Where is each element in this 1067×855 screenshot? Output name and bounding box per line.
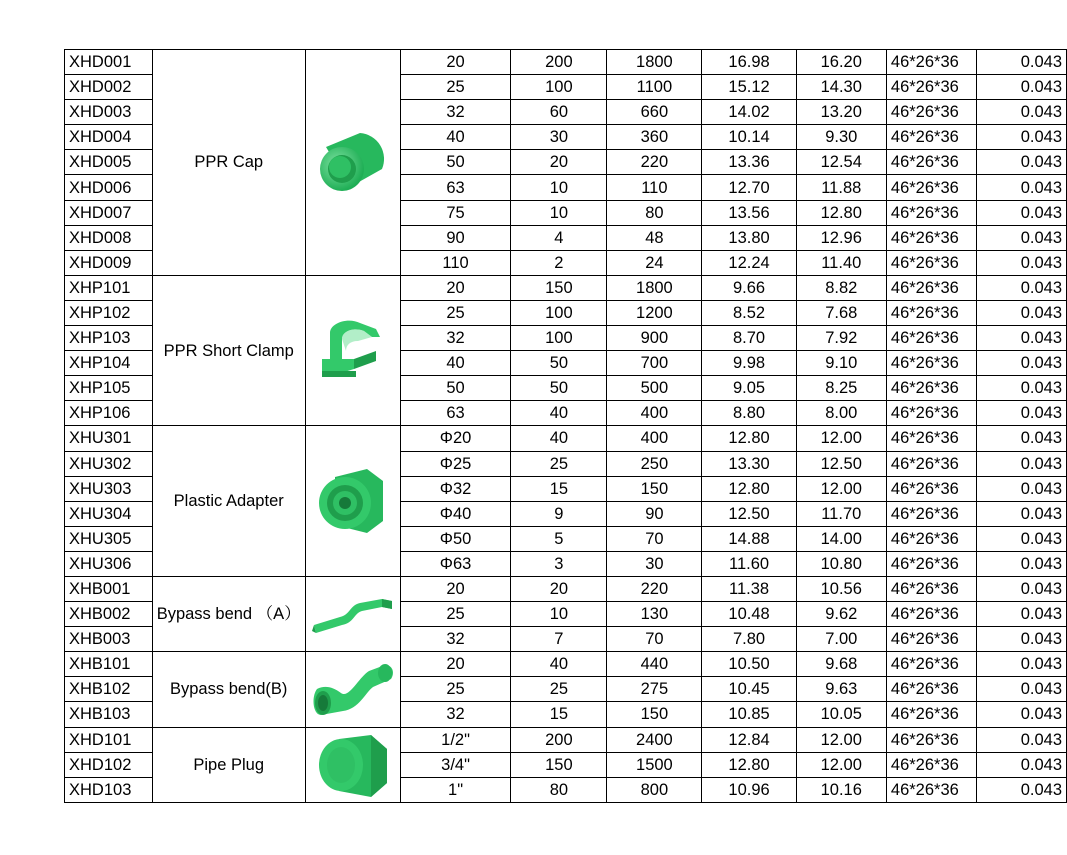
code-cell: XHB103 bbox=[65, 702, 153, 727]
volume-cell: 0.043 bbox=[976, 300, 1066, 325]
qty-per-bag-cell: 10 bbox=[511, 200, 607, 225]
size-cell: 40 bbox=[400, 351, 511, 376]
qty-per-carton-cell: 500 bbox=[607, 376, 702, 401]
volume-cell: 0.043 bbox=[976, 602, 1066, 627]
volume-cell: 0.043 bbox=[976, 50, 1066, 75]
size-cell: Φ40 bbox=[400, 501, 511, 526]
code-cell: XHU306 bbox=[65, 551, 153, 576]
price-2-cell: 12.00 bbox=[796, 426, 886, 451]
price-1-cell: 12.80 bbox=[702, 426, 796, 451]
product-name-cell: PPR Cap bbox=[152, 50, 305, 276]
qty-per-carton-cell: 220 bbox=[607, 150, 702, 175]
carton-size-cell: 46*26*36 bbox=[886, 602, 976, 627]
code-cell: XHD101 bbox=[65, 727, 153, 752]
price-2-cell: 8.82 bbox=[796, 275, 886, 300]
price-1-cell: 9.05 bbox=[702, 376, 796, 401]
volume-cell: 0.043 bbox=[976, 627, 1066, 652]
carton-size-cell: 46*26*36 bbox=[886, 727, 976, 752]
price-1-cell: 12.80 bbox=[702, 476, 796, 501]
carton-size-cell: 46*26*36 bbox=[886, 551, 976, 576]
price-1-cell: 10.50 bbox=[702, 652, 796, 677]
price-1-cell: 7.80 bbox=[702, 627, 796, 652]
carton-size-cell: 46*26*36 bbox=[886, 526, 976, 551]
volume-cell: 0.043 bbox=[976, 401, 1066, 426]
code-cell: XHP105 bbox=[65, 376, 153, 401]
price-2-cell: 14.30 bbox=[796, 75, 886, 100]
price-2-cell: 12.96 bbox=[796, 225, 886, 250]
qty-per-bag-cell: 10 bbox=[511, 175, 607, 200]
carton-size-cell: 46*26*36 bbox=[886, 451, 976, 476]
code-cell: XHD007 bbox=[65, 200, 153, 225]
volume-cell: 0.043 bbox=[976, 451, 1066, 476]
carton-size-cell: 46*26*36 bbox=[886, 702, 976, 727]
size-cell: 50 bbox=[400, 376, 511, 401]
volume-cell: 0.043 bbox=[976, 476, 1066, 501]
qty-per-bag-cell: 40 bbox=[511, 652, 607, 677]
price-2-cell: 14.00 bbox=[796, 526, 886, 551]
qty-per-carton-cell: 250 bbox=[607, 451, 702, 476]
code-cell: XHB003 bbox=[65, 627, 153, 652]
table-row bbox=[65, 50, 1067, 75]
product-name-cell: PPR Short Clamp bbox=[152, 275, 305, 426]
carton-size-cell: 46*26*36 bbox=[886, 652, 976, 677]
carton-size-cell: 46*26*36 bbox=[886, 250, 976, 275]
qty-per-bag-cell: 150 bbox=[511, 275, 607, 300]
size-cell: 40 bbox=[400, 125, 511, 150]
price-2-cell: 10.05 bbox=[796, 702, 886, 727]
volume-cell: 0.043 bbox=[976, 652, 1066, 677]
qty-per-bag-cell: 2 bbox=[511, 250, 607, 275]
price-2-cell: 9.10 bbox=[796, 351, 886, 376]
size-cell: Φ25 bbox=[400, 451, 511, 476]
qty-per-bag-cell: 60 bbox=[511, 100, 607, 125]
code-cell: XHU301 bbox=[65, 426, 153, 451]
qty-per-bag-cell: 100 bbox=[511, 300, 607, 325]
price-2-cell: 12.00 bbox=[796, 476, 886, 501]
qty-per-carton-cell: 1200 bbox=[607, 300, 702, 325]
qty-per-carton-cell: 1800 bbox=[607, 50, 702, 75]
size-cell: 50 bbox=[400, 150, 511, 175]
size-cell: 90 bbox=[400, 225, 511, 250]
qty-per-carton-cell: 1100 bbox=[607, 75, 702, 100]
volume-cell: 0.043 bbox=[976, 501, 1066, 526]
size-cell: 20 bbox=[400, 50, 511, 75]
carton-size-cell: 46*26*36 bbox=[886, 476, 976, 501]
price-2-cell: 13.20 bbox=[796, 100, 886, 125]
qty-per-carton-cell: 660 bbox=[607, 100, 702, 125]
price-1-cell: 9.98 bbox=[702, 351, 796, 376]
product-spec-table bbox=[64, 49, 1067, 803]
qty-per-carton-cell: 48 bbox=[607, 225, 702, 250]
size-cell: 20 bbox=[400, 275, 511, 300]
size-cell: 20 bbox=[400, 652, 511, 677]
carton-size-cell: 46*26*36 bbox=[886, 275, 976, 300]
carton-size-cell: 46*26*36 bbox=[886, 376, 976, 401]
volume-cell: 0.043 bbox=[976, 526, 1066, 551]
size-cell: 32 bbox=[400, 326, 511, 351]
table-row bbox=[65, 275, 1067, 300]
product-image-cell bbox=[305, 50, 400, 276]
size-cell: 63 bbox=[400, 175, 511, 200]
carton-size-cell: 46*26*36 bbox=[886, 326, 976, 351]
product-image-cell bbox=[305, 652, 400, 727]
volume-cell: 0.043 bbox=[976, 576, 1066, 601]
code-cell: XHD004 bbox=[65, 125, 153, 150]
price-2-cell: 9.68 bbox=[796, 652, 886, 677]
volume-cell: 0.043 bbox=[976, 125, 1066, 150]
size-cell: 25 bbox=[400, 300, 511, 325]
price-1-cell: 16.98 bbox=[702, 50, 796, 75]
price-1-cell: 8.52 bbox=[702, 300, 796, 325]
carton-size-cell: 46*26*36 bbox=[886, 300, 976, 325]
price-1-cell: 10.14 bbox=[702, 125, 796, 150]
qty-per-bag-cell: 15 bbox=[511, 476, 607, 501]
qty-per-bag-cell: 150 bbox=[511, 752, 607, 777]
price-1-cell: 9.66 bbox=[702, 275, 796, 300]
code-cell: XHP104 bbox=[65, 351, 153, 376]
price-1-cell: 10.85 bbox=[702, 702, 796, 727]
carton-size-cell: 46*26*36 bbox=[886, 175, 976, 200]
carton-size-cell: 46*26*36 bbox=[886, 100, 976, 125]
qty-per-carton-cell: 70 bbox=[607, 627, 702, 652]
volume-cell: 0.043 bbox=[976, 677, 1066, 702]
price-1-cell: 13.36 bbox=[702, 150, 796, 175]
volume-cell: 0.043 bbox=[976, 727, 1066, 752]
price-2-cell: 7.00 bbox=[796, 627, 886, 652]
price-1-cell: 10.96 bbox=[702, 777, 796, 802]
price-2-cell: 9.62 bbox=[796, 602, 886, 627]
price-1-cell: 13.30 bbox=[702, 451, 796, 476]
qty-per-bag-cell: 4 bbox=[511, 225, 607, 250]
qty-per-bag-cell: 40 bbox=[511, 401, 607, 426]
code-cell: XHB001 bbox=[65, 576, 153, 601]
qty-per-carton-cell: 800 bbox=[607, 777, 702, 802]
price-1-cell: 10.45 bbox=[702, 677, 796, 702]
size-cell: 32 bbox=[400, 702, 511, 727]
size-cell: Φ63 bbox=[400, 551, 511, 576]
code-cell: XHD102 bbox=[65, 752, 153, 777]
qty-per-carton-cell: 150 bbox=[607, 476, 702, 501]
qty-per-bag-cell: 50 bbox=[511, 376, 607, 401]
price-2-cell: 9.63 bbox=[796, 677, 886, 702]
price-1-cell: 14.02 bbox=[702, 100, 796, 125]
carton-size-cell: 46*26*36 bbox=[886, 150, 976, 175]
carton-size-cell: 46*26*36 bbox=[886, 501, 976, 526]
size-cell: 1/2" bbox=[400, 727, 511, 752]
carton-size-cell: 46*26*36 bbox=[886, 75, 976, 100]
qty-per-carton-cell: 440 bbox=[607, 652, 702, 677]
qty-per-carton-cell: 1800 bbox=[607, 275, 702, 300]
qty-per-bag-cell: 25 bbox=[511, 451, 607, 476]
price-2-cell: 12.00 bbox=[796, 752, 886, 777]
code-cell: XHD103 bbox=[65, 777, 153, 802]
product-image-cell bbox=[305, 275, 400, 426]
code-cell: XHU302 bbox=[65, 451, 153, 476]
qty-per-bag-cell: 20 bbox=[511, 576, 607, 601]
size-cell: 63 bbox=[400, 401, 511, 426]
table-row bbox=[65, 576, 1067, 601]
qty-per-bag-cell: 3 bbox=[511, 551, 607, 576]
size-cell: 32 bbox=[400, 100, 511, 125]
price-2-cell: 7.92 bbox=[796, 326, 886, 351]
price-1-cell: 8.70 bbox=[702, 326, 796, 351]
price-1-cell: 11.60 bbox=[702, 551, 796, 576]
size-cell: 1" bbox=[400, 777, 511, 802]
size-cell: 25 bbox=[400, 677, 511, 702]
price-1-cell: 12.70 bbox=[702, 175, 796, 200]
price-1-cell: 11.38 bbox=[702, 576, 796, 601]
qty-per-bag-cell: 40 bbox=[511, 426, 607, 451]
qty-per-carton-cell: 1500 bbox=[607, 752, 702, 777]
code-cell: XHB101 bbox=[65, 652, 153, 677]
qty-per-carton-cell: 90 bbox=[607, 501, 702, 526]
code-cell: XHD001 bbox=[65, 50, 153, 75]
size-cell: 20 bbox=[400, 576, 511, 601]
carton-size-cell: 46*26*36 bbox=[886, 777, 976, 802]
qty-per-carton-cell: 24 bbox=[607, 250, 702, 275]
code-cell: XHD005 bbox=[65, 150, 153, 175]
price-2-cell: 12.80 bbox=[796, 200, 886, 225]
volume-cell: 0.043 bbox=[976, 351, 1066, 376]
volume-cell: 0.043 bbox=[976, 777, 1066, 802]
price-1-cell: 13.56 bbox=[702, 200, 796, 225]
price-1-cell: 8.80 bbox=[702, 401, 796, 426]
qty-per-bag-cell: 80 bbox=[511, 777, 607, 802]
qty-per-bag-cell: 30 bbox=[511, 125, 607, 150]
qty-per-bag-cell: 7 bbox=[511, 627, 607, 652]
volume-cell: 0.043 bbox=[976, 275, 1066, 300]
table-row bbox=[65, 426, 1067, 451]
code-cell: XHP101 bbox=[65, 275, 153, 300]
price-1-cell: 12.84 bbox=[702, 727, 796, 752]
price-1-cell: 10.48 bbox=[702, 602, 796, 627]
qty-per-bag-cell: 100 bbox=[511, 326, 607, 351]
volume-cell: 0.043 bbox=[976, 376, 1066, 401]
code-cell: XHU305 bbox=[65, 526, 153, 551]
price-2-cell: 11.70 bbox=[796, 501, 886, 526]
volume-cell: 0.043 bbox=[976, 250, 1066, 275]
qty-per-carton-cell: 70 bbox=[607, 526, 702, 551]
volume-cell: 0.043 bbox=[976, 551, 1066, 576]
carton-size-cell: 46*26*36 bbox=[886, 576, 976, 601]
price-2-cell: 8.25 bbox=[796, 376, 886, 401]
carton-size-cell: 46*26*36 bbox=[886, 401, 976, 426]
size-cell: Φ32 bbox=[400, 476, 511, 501]
price-2-cell: 11.88 bbox=[796, 175, 886, 200]
code-cell: XHD002 bbox=[65, 75, 153, 100]
carton-size-cell: 46*26*36 bbox=[886, 351, 976, 376]
price-1-cell: 13.80 bbox=[702, 225, 796, 250]
product-name-cell: Bypass bend(B) bbox=[152, 652, 305, 727]
volume-cell: 0.043 bbox=[976, 75, 1066, 100]
carton-size-cell: 46*26*36 bbox=[886, 125, 976, 150]
qty-per-bag-cell: 25 bbox=[511, 677, 607, 702]
size-cell: Φ20 bbox=[400, 426, 511, 451]
product-image-cell bbox=[305, 727, 400, 802]
price-2-cell: 10.16 bbox=[796, 777, 886, 802]
code-cell: XHD008 bbox=[65, 225, 153, 250]
table-row bbox=[65, 652, 1067, 677]
bypass-bend-a-icon bbox=[310, 591, 396, 637]
qty-per-carton-cell: 130 bbox=[607, 602, 702, 627]
volume-cell: 0.043 bbox=[976, 150, 1066, 175]
qty-per-carton-cell: 2400 bbox=[607, 727, 702, 752]
price-2-cell: 12.50 bbox=[796, 451, 886, 476]
qty-per-carton-cell: 700 bbox=[607, 351, 702, 376]
carton-size-cell: 46*26*36 bbox=[886, 225, 976, 250]
product-image-cell bbox=[305, 576, 400, 651]
bypass-bend-b-icon bbox=[310, 657, 396, 721]
union-adapter-icon bbox=[310, 463, 396, 539]
size-cell: 32 bbox=[400, 627, 511, 652]
code-cell: XHU303 bbox=[65, 476, 153, 501]
qty-per-carton-cell: 110 bbox=[607, 175, 702, 200]
qty-per-bag-cell: 200 bbox=[511, 50, 607, 75]
price-1-cell: 15.12 bbox=[702, 75, 796, 100]
price-2-cell: 9.30 bbox=[796, 125, 886, 150]
qty-per-carton-cell: 220 bbox=[607, 576, 702, 601]
carton-size-cell: 46*26*36 bbox=[886, 677, 976, 702]
price-2-cell: 11.40 bbox=[796, 250, 886, 275]
price-2-cell: 10.80 bbox=[796, 551, 886, 576]
price-2-cell: 8.00 bbox=[796, 401, 886, 426]
qty-per-bag-cell: 15 bbox=[511, 702, 607, 727]
product-image-cell bbox=[305, 426, 400, 577]
qty-per-bag-cell: 20 bbox=[511, 150, 607, 175]
code-cell: XHD003 bbox=[65, 100, 153, 125]
volume-cell: 0.043 bbox=[976, 225, 1066, 250]
pipe-plug-icon bbox=[310, 729, 396, 801]
table-row bbox=[65, 727, 1067, 752]
qty-per-bag-cell: 50 bbox=[511, 351, 607, 376]
qty-per-bag-cell: 9 bbox=[511, 501, 607, 526]
code-cell: XHP102 bbox=[65, 300, 153, 325]
ppr-cap-icon bbox=[310, 125, 396, 199]
size-cell: 3/4" bbox=[400, 752, 511, 777]
volume-cell: 0.043 bbox=[976, 702, 1066, 727]
price-2-cell: 7.68 bbox=[796, 300, 886, 325]
size-cell: Φ50 bbox=[400, 526, 511, 551]
qty-per-bag-cell: 10 bbox=[511, 602, 607, 627]
size-cell: 25 bbox=[400, 602, 511, 627]
code-cell: XHB102 bbox=[65, 677, 153, 702]
qty-per-bag-cell: 5 bbox=[511, 526, 607, 551]
volume-cell: 0.043 bbox=[976, 752, 1066, 777]
price-2-cell: 16.20 bbox=[796, 50, 886, 75]
qty-per-carton-cell: 400 bbox=[607, 401, 702, 426]
size-cell: 75 bbox=[400, 200, 511, 225]
carton-size-cell: 46*26*36 bbox=[886, 627, 976, 652]
price-2-cell: 12.54 bbox=[796, 150, 886, 175]
size-cell: 25 bbox=[400, 75, 511, 100]
code-cell: XHP106 bbox=[65, 401, 153, 426]
qty-per-bag-cell: 100 bbox=[511, 75, 607, 100]
code-cell: XHD006 bbox=[65, 175, 153, 200]
price-1-cell: 12.24 bbox=[702, 250, 796, 275]
volume-cell: 0.043 bbox=[976, 200, 1066, 225]
carton-size-cell: 46*26*36 bbox=[886, 426, 976, 451]
price-1-cell: 12.50 bbox=[702, 501, 796, 526]
code-cell: XHP103 bbox=[65, 326, 153, 351]
qty-per-carton-cell: 400 bbox=[607, 426, 702, 451]
size-cell: 110 bbox=[400, 250, 511, 275]
code-cell: XHB002 bbox=[65, 602, 153, 627]
volume-cell: 0.043 bbox=[976, 100, 1066, 125]
price-2-cell: 12.00 bbox=[796, 727, 886, 752]
volume-cell: 0.043 bbox=[976, 326, 1066, 351]
product-name-cell: Bypass bend （A） bbox=[152, 576, 305, 651]
price-2-cell: 10.56 bbox=[796, 576, 886, 601]
carton-size-cell: 46*26*36 bbox=[886, 752, 976, 777]
carton-size-cell: 46*26*36 bbox=[886, 200, 976, 225]
product-name-cell: Plastic Adapter bbox=[152, 426, 305, 577]
product-name-cell: Pipe Plug bbox=[152, 727, 305, 802]
qty-per-carton-cell: 150 bbox=[607, 702, 702, 727]
code-cell: XHD009 bbox=[65, 250, 153, 275]
qty-per-carton-cell: 900 bbox=[607, 326, 702, 351]
volume-cell: 0.043 bbox=[976, 175, 1066, 200]
code-cell: XHU304 bbox=[65, 501, 153, 526]
price-1-cell: 12.80 bbox=[702, 752, 796, 777]
price-1-cell: 14.88 bbox=[702, 526, 796, 551]
qty-per-carton-cell: 80 bbox=[607, 200, 702, 225]
qty-per-carton-cell: 30 bbox=[607, 551, 702, 576]
qty-per-carton-cell: 360 bbox=[607, 125, 702, 150]
carton-size-cell: 46*26*36 bbox=[886, 50, 976, 75]
qty-per-bag-cell: 200 bbox=[511, 727, 607, 752]
qty-per-carton-cell: 275 bbox=[607, 677, 702, 702]
volume-cell: 0.043 bbox=[976, 426, 1066, 451]
pipe-clamp-icon bbox=[310, 319, 396, 383]
